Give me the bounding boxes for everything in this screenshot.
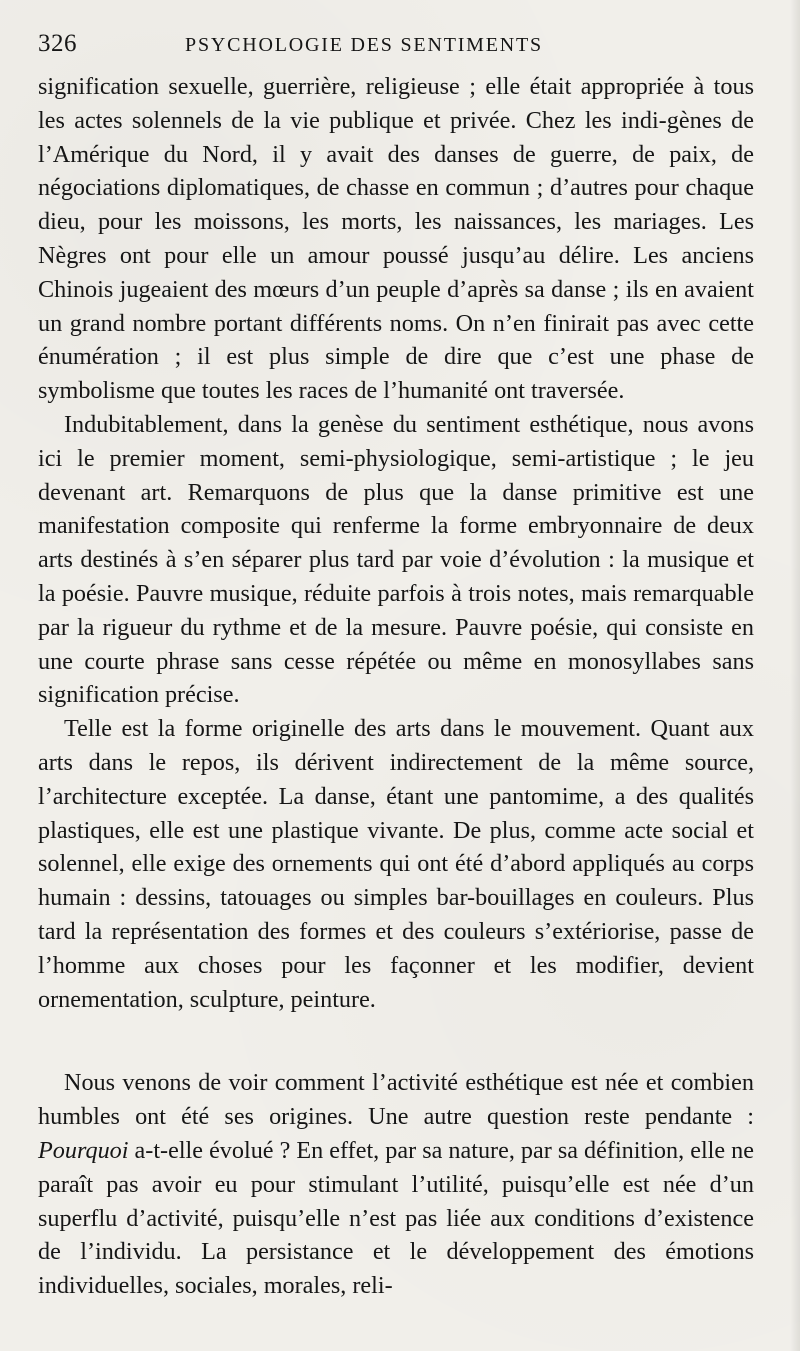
paragraph-3: Telle est la forme originelle des arts dans le mouvement. Quant aux arts dans le repos, ils dérivent indirectement de la même source, l’architecture exceptée. La danse, étant une pantomime, a des qualités plastiques, elle est une plastique vivante. De plus, comme acte social et solennel, elle exige des ornements qui ont été d’abord appliqués au corps humain : dessins, tatouages ou simples bar-bouillages en couleurs. Plus tard la représentation des formes et des couleurs s’extériorise, passe de l’homme aux choses pour les façonner et les modifier, devient ornementation, sculpture, peinture. bbox=[38, 715, 754, 1013]
page-header bbox=[38, 30, 754, 64]
section-break bbox=[38, 1016, 754, 1066]
page-number: 326 bbox=[38, 30, 77, 57]
body-text bbox=[38, 70, 754, 1303]
paragraph-4-text-start: Nous venons de voir comment l’activité esthétique est née et combien humbles ont été ses origines. Une autre question reste pendante : bbox=[38, 1069, 754, 1131]
running-title: PSYCHOLOGIE DES SENTIMENTS bbox=[185, 34, 543, 56]
paragraph-1: signification sexuelle, guerrière, religieuse ; elle était appropriée à tous les actes solennels de la vie publique et privée. Chez les indi-gènes de l’Amérique du Nord, il y avait des danses de guerre, de paix, de négociations diplomatiques, de chasse en commun ; d’autres pour chaque dieu, pour les moissons, les morts, les naissances, les mariages. Les Nègres ont pour elle un amour poussé jusqu’au délire. Les anciens Chinois jugeaient des mœurs d’un peuple d’après sa danse ; ils en avaient un grand nombre portant différents noms. On n’en finirait pas avec cette énumération ; il est plus simple de dire que c’est une phase de symbolisme que toutes les races de l’humanité ont traversée. bbox=[38, 73, 754, 405]
paragraph-4-text-end: a-t-elle évolué ? En effet, par sa nature, par sa définition, elle ne paraît pas avoir eu pour stimulant l’utilité, puisqu’elle est née d’un superflu d’activité, puisqu’elle n’est pas liée aux conditions d’existence de l’individu. La persistance et le développement des émotions individuelles, sociales, morales, reli- bbox=[38, 1136, 754, 1300]
paragraph-2: Indubitablement, dans la genèse du sentiment esthétique, nous avons ici le premier moment, semi-physiologique, semi-artistique ; le jeu devenant art. Remarquons de plus que la danse primitive est une manifestation composite qui renferme la forme embryonnaire de deux arts destinés à s’en séparer plus tard par voie d’évolution : la musique et la poésie. Pauvre musique, réduite parfois à trois notes, mais remarquable par la rigueur du rythme et de la mesure. Pauvre poésie, qui consiste en une courte phrase sans cesse répétée ou même en monosyllabes sans signification précise. bbox=[38, 410, 754, 709]
paragraph-4-italic-word: Pourquoi bbox=[38, 1136, 129, 1164]
paragraph-4 bbox=[38, 1066, 754, 1303]
